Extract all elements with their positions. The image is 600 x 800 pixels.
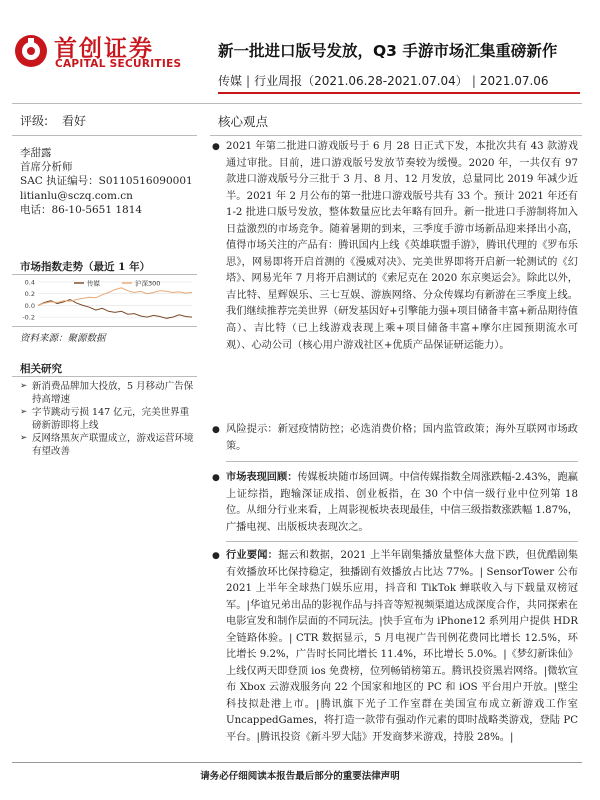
related-research-title: 相关研究 — [20, 363, 62, 375]
report-type: 行业周报（2021.06.28-2021.07.04） — [254, 74, 468, 88]
chart-series-line — [38, 300, 192, 319]
analyst-title: 首席分析师 — [20, 161, 73, 174]
analyst-info — [20, 146, 193, 217]
core-paragraph-1: ● 2021 年第二批进口游戏版号于 6 月 28 日正式下发，本批次共有 43 款游戏通过审批。目前，进口游戏版号发放节奏较为缓慢。2020 年，一共仅有 97 款进口游戏版号分三批于 3 月、8 月、12 月发放，总量同比 2019 年减少近半。2021 年 2 月公布的第一批进口游戏版号共有 33 个。预计 2021 年还有 1-2 批进口版号发放，整体数量应比去年略有回升。新一批进口手游制将加入日益激烈的市场竞争。随着暑期的到来，三季度手游市场新品迎来择出小高，值得市场关注的产品有：腾讯国内上线《英雄联盟手游》，腾讯代理的《罗布乐思》，网易即将开启首测的《漫威对决》、完美世界即将开启新一轮测试的《幻塔》、网易光年 7 月将开启测试的《索尼克在 2020 东京奥运会》。除此以外，吉比特、星辉娱乐、三七互娱、游族网络、分众传媒均有新游在三季度上线。我们继续推荐完美世界（研发基因好+引擎能力强+项目储备丰富+新品期待值高）、吉比特（已上线游戏表现上乘+项目储备丰富+摩尔庄园预期流水可观）、心动公司（核心用户游戏社区+优质产品保证研运能力）。 — [212, 141, 578, 351]
logo-english-text: CAPITAL SECURITIES — [55, 58, 182, 70]
bullet-icon: ● — [212, 473, 220, 483]
footer-divider — [12, 762, 582, 763]
related-divider — [12, 376, 197, 377]
analyst-email[interactable]: litianlu@sczq.com.cn — [20, 189, 133, 202]
section-divider — [12, 103, 582, 104]
logo-text: 首创证券 — [54, 36, 154, 62]
industry-label: 传媒 — [218, 74, 243, 88]
rating-divider — [12, 135, 197, 136]
analyst-license: SAC 执证编号：S0110516090001 — [20, 175, 193, 188]
chart-top-divider — [12, 274, 197, 275]
header-divider — [218, 92, 580, 94]
analyst-phone: 电话：86-10-5651 1814 — [20, 203, 143, 216]
market-review-paragraph: ● 市场表现回顾：传媒板块随市场回调。中信传媒指数全周涨跌幅-2.43%，跑赢上证综指，跑输深证成指、创业板指，在 30 个中信一级行业中位列第 18 位。从细分行业来看，上周影视板块表现最佳，中信三级指数涨跌幅 1.87%，广播电视、出版板块表现次之。 — [212, 472, 578, 533]
industry-news-paragraph: ● 行业要闻：掘云和数据，2021 上半年剧集播放量整体大盘下跌，但优酷剧集有效播放环比保持稳定，独播剧有效播放占比达 77%。| SensorTower 公布 2021 上半年全球热门娱乐应用，抖音和 TikTok 蝉联收入与下载量双榜冠军。|华谊兄弟出品的影视作品与抖音等短视频渠道达成深度合作，共同探索在电影宣发和制作层面的不同玩法。|快手宣布为 iPhone12 系列用户提供 HDR 全链路体验。| CTR 数据显示，5 月电视广告刊例花费同比增长 12.5%，环比增长 9.2%，广告时长同比增长 11.4%，环比增长 5.0%。|《梦幻新诛仙》上线仅两天即登顶 ios 免费榜，位列畅销榜第五。腾讯投资黑岩网络。|微软宣布 Xbox 云游戏服务向 22 个国家和地区的 PC 和 iOS 平台用户开放。|壁尘科技拟赴港上市。|腾讯旗下光子工作室群在美国宣布成立新游戏工作室 UncappedGames，将打造一款带有强动作元素的即时战略类游戏，登陆 PC 平台。|腾讯投资《新斗罗大陆》开发商梦米游戏，持股 28%。| — [212, 550, 578, 744]
chart-legend-label: 传媒 — [87, 279, 100, 288]
rating — [20, 112, 86, 129]
related-item[interactable]: ➢ 新消费品牌加大投放，5 月移动广告保持高增速 — [20, 380, 195, 406]
related-item[interactable]: ➢ 反网络黑灰产联盟成立，游戏运营环境有望改善 — [20, 432, 195, 458]
paragraph-divider — [226, 461, 578, 462]
chart-ytick-label: -0.2 — [22, 313, 35, 322]
industry-news-label: 行业要闻： — [226, 550, 279, 561]
risk-paragraph: ● 风险提示：新冠疫情防控；必选消费价格；国内监管政策；海外互联网市场政策。 — [212, 424, 578, 452]
bullet-icon: ● — [212, 425, 220, 435]
company-logo-icon — [14, 34, 48, 68]
report-date: 2021.07.06 — [479, 74, 549, 88]
bullet-icon: ● — [212, 142, 220, 152]
market-index-chart — [12, 276, 197, 326]
chart-legend-label: 沪深300 — [135, 279, 161, 288]
analyst-name: 李甜露 — [20, 147, 52, 159]
chart-ytick-label: 0.0 — [24, 301, 35, 310]
rating-label: 评级: — [20, 114, 49, 128]
core-views-title: 核心观点 — [218, 114, 269, 129]
rating-value: 看好 — [62, 114, 87, 128]
related-item[interactable]: ➢ 字节跳动亏损 147 亿元，完美世界重磅新游即将上线 — [20, 406, 195, 432]
core-divider — [210, 135, 582, 136]
chart-bottom-divider — [12, 326, 197, 327]
legal-disclaimer: 请务必仔细阅读本报告最后部分的重要法律声明 — [200, 771, 400, 782]
report-title: 新一批进口版号发放，Q3 手游市场汇集重磅新作 — [218, 42, 558, 60]
chart-ytick-label: 0.4 — [24, 278, 35, 287]
chart-ytick-label: 0.2 — [24, 290, 35, 299]
paragraph-divider — [226, 541, 578, 542]
related-research-list — [20, 380, 195, 458]
report-subheader: 传媒 | 行业周报（2021.06.28-2021.07.04） | 2021.07.06 — [218, 74, 549, 88]
chart-source: 资料来源：聚源数据 — [20, 333, 106, 344]
bullet-icon: ● — [212, 551, 220, 561]
chart-title: 市场指数走势（最近 1 年） — [20, 261, 151, 273]
market-review-label: 市场表现回顾： — [226, 472, 298, 483]
